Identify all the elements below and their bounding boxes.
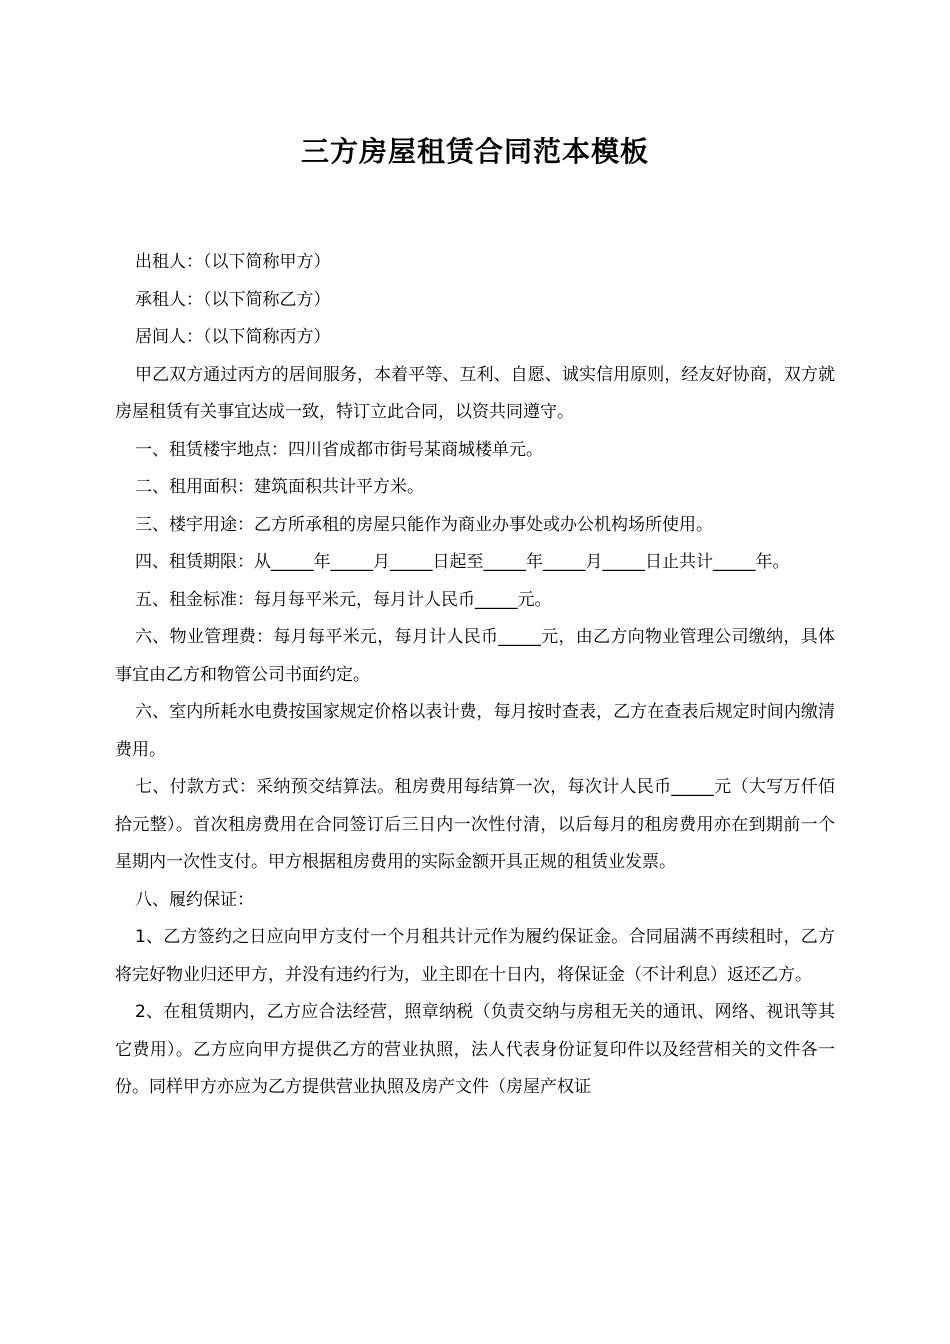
paragraph-clause-7-payment: 七、付款方式：采纳预交结算法。租房费用每结算一次，每次计人民币_____元（大写万仟佰拾元整）。首次租房费用在合同签订后三日内一次性付清，以后每月的租房费用亦在到期前一个星期内一次性支付。甲方根据租房费用的实际金额开具正规的租赁业发票。 <box>115 777 835 872</box>
paragraph-preamble: 甲乙双方通过丙方的居间服务，本着平等、互利、自愿、诚实信用原则，经友好协商，双方就房屋租赁有关事宜达成一致，特订立此合同，以资共同遵守。 <box>115 364 835 422</box>
document-body <box>115 244 835 1107</box>
paragraph-clause-6-property-fee: 六、物业管理费：每月每平米元，每月计人民币_____元，由乙方向物业管理公司缴纳，具体事宜由乙方和物管公司书面约定。 <box>115 627 835 685</box>
paragraph-guarantee-item-1: 1、乙方签约之日应向甲方支付一个月租共计元作为履约保证金。合同届满不再续租时，乙方将完好物业归还甲方，并没有违约行为，业主即在十日内，将保证金（不计利息）返还乙方。 <box>115 927 835 985</box>
paragraph-intermediary: 居间人：（以下简称丙方） <box>135 327 331 347</box>
paragraph-clause-3-usage: 三、楼宇用途：乙方所承租的房屋只能作为商业办事处或办公机构场所使用。 <box>135 514 713 535</box>
paragraph-guarantee-item-2: 2、在租赁期内，乙方应合法经营，照章纳税（负责交纳与房租无关的通讯、网络、视讯等其它费用）。乙方应向甲方提供乙方的营业执照，法人代表身份证复印件以及经营相关的文件各一份。同样甲方亦应为乙方提供营业执照及房产文件（房屋产权证 <box>115 1002 835 1097</box>
paragraph-clause-4-term: 四、租赁期限：从_____年_____月_____日起至_____年_____月_____日止共计_____年。 <box>135 552 790 572</box>
paragraph-lessee: 承租人：（以下简称乙方） <box>135 289 331 310</box>
paragraph-clause-6-utilities: 六、室内所耗水电费按国家规定价格以表计费，每月按时查表，乙方在查表后规定时间内缴清费用。 <box>115 702 835 760</box>
paragraph-clause-1-location: 一、租赁楼宇地点：四川省成都市街号某商城楼单元。 <box>135 439 543 460</box>
paragraph-clause-5-rent: 五、租金标准：每月每平米元，每月计人民币_____元。 <box>135 589 552 610</box>
paragraph-clause-2-area: 二、租用面积：建筑面积共计平方米。 <box>135 477 424 497</box>
paragraph-clause-8-guarantee: 八、履约保证： <box>135 889 254 910</box>
paragraph-lessor: 出租人：（以下简称甲方） <box>135 252 331 272</box>
document-title: 三方房屋租赁合同范本模板 <box>300 135 649 168</box>
